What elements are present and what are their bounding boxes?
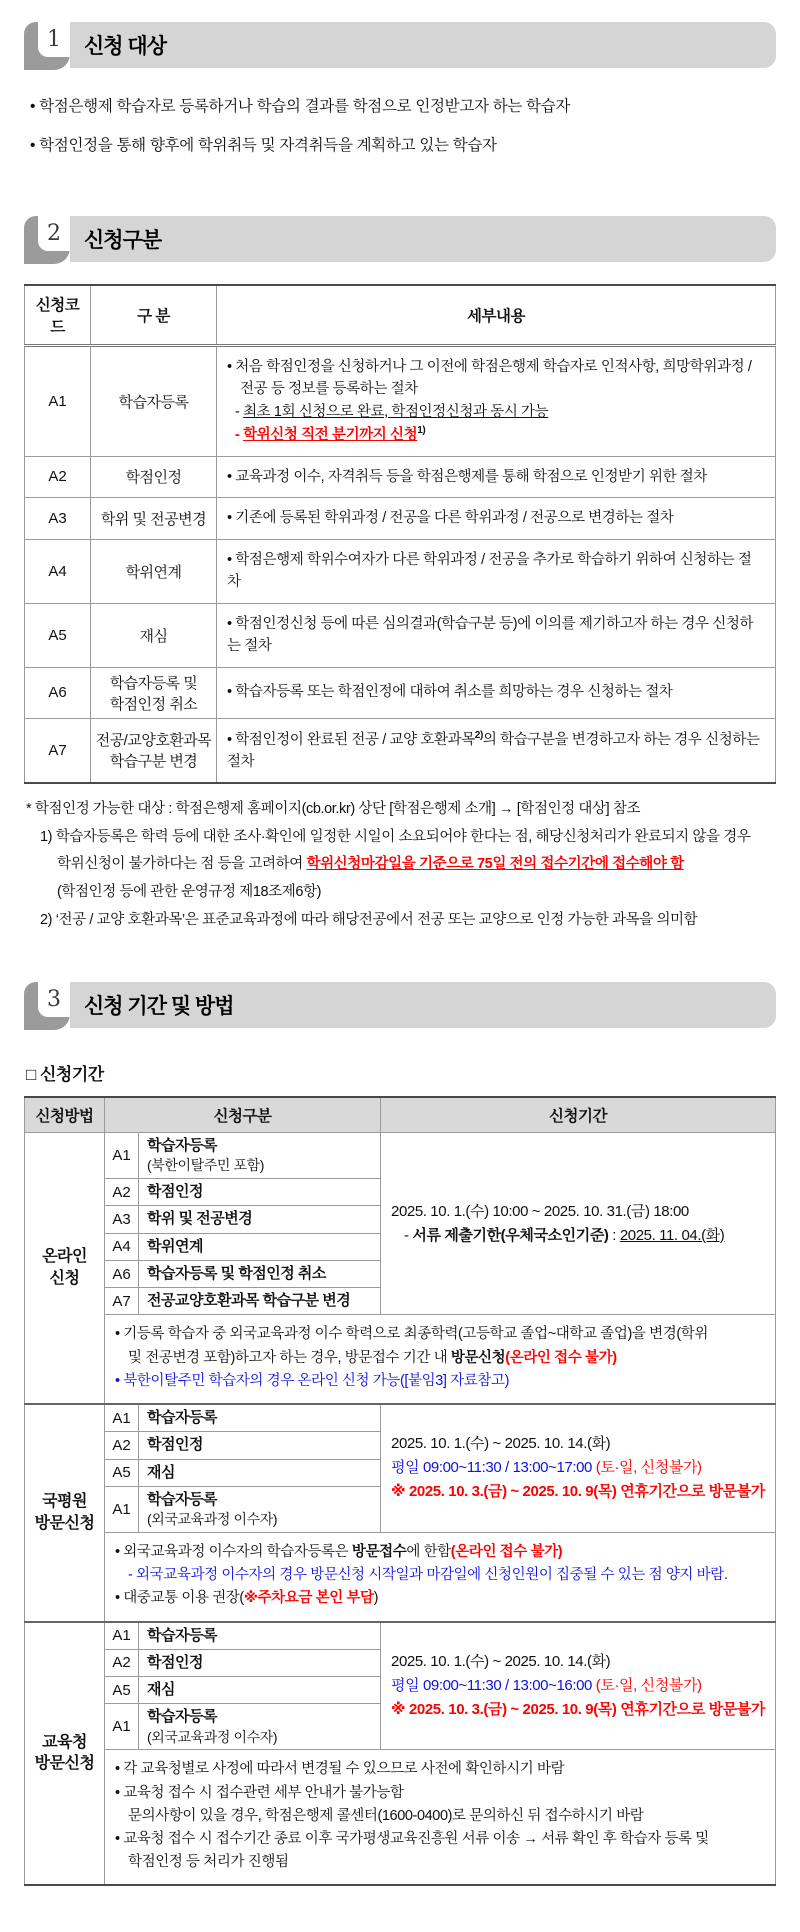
period-line: 2025. 10. 1.(수) ~ 2025. 10. 14.(화) xyxy=(391,1435,611,1453)
method-line: 온라인 xyxy=(42,1248,87,1266)
t2-note-row xyxy=(25,1315,776,1404)
category-line: 학습구분 변경 xyxy=(109,753,198,771)
category-cell xyxy=(139,1704,381,1750)
code-cell: A4 xyxy=(105,1233,139,1260)
method-cell xyxy=(25,1404,105,1621)
details-cell xyxy=(217,603,776,667)
category-line: 전공교양호환과목 학습구분 변경 xyxy=(147,1292,351,1310)
code-cell: A1 xyxy=(25,346,91,457)
category-line: 학습자등록 xyxy=(147,1626,217,1644)
t2-note-row xyxy=(25,1532,776,1621)
category-cell xyxy=(91,456,217,497)
application-period-subheading: □ 신청기간 xyxy=(26,1065,104,1085)
detail-line: • 기존에 등록된 학위과정 / 전공을 다른 학위과정 / 전공으로 변경하는 절차 xyxy=(227,510,674,527)
table2-header-category: 신청구분 xyxy=(105,1097,381,1133)
note-line: • 외국교육과정 이수자의 학습자등록은 방문접수에 한함(온라인 접수 불가) xyxy=(115,1543,563,1560)
method-line: 방문신청 xyxy=(34,1514,95,1532)
period-cell xyxy=(381,1404,776,1532)
period-line: 2025. 10. 1.(수) 10:00 ~ 2025. 10. 31.(금) 18:00 xyxy=(391,1202,689,1220)
category-cell xyxy=(139,1677,381,1704)
detail-line: • 처음 학점인정을 신청하거나 그 이전에 학점은행제 학습자로 인적사항, 희망학위과정 / xyxy=(227,359,752,375)
note-line: 및 전공변경 포함)하고자 하는 경우, 방문접수 기간 내 방문신청(온라인 접수 불가) xyxy=(128,1349,617,1366)
code-cell: A5 xyxy=(25,603,91,667)
t1-row xyxy=(25,718,776,783)
code-cell: A2 xyxy=(105,1432,139,1459)
note-cell xyxy=(105,1315,776,1404)
table1-header-details: 세부내용 xyxy=(217,285,776,346)
period-cell xyxy=(381,1622,776,1750)
note-line: • 북한이탈주민 학습자의 경우 온라인 신청 가능([붙임3] 자료참고) xyxy=(115,1372,510,1389)
section-1-bullets xyxy=(30,94,776,155)
details-cell xyxy=(217,346,776,457)
method-line: 교육청 xyxy=(42,1733,87,1751)
t2-row xyxy=(25,1404,776,1432)
note-cell xyxy=(105,1750,776,1885)
category-line: 학습자등록 xyxy=(147,1409,217,1427)
section-3-header xyxy=(24,982,776,1030)
note-cell xyxy=(105,1532,776,1621)
details-cell xyxy=(217,539,776,603)
code-cell: A1 xyxy=(105,1404,139,1432)
section-3-number-tab xyxy=(24,982,70,1030)
category-cell xyxy=(91,667,217,718)
code-cell: A2 xyxy=(105,1179,139,1206)
code-cell: A2 xyxy=(105,1649,139,1676)
category-cell xyxy=(91,539,217,603)
code-cell: A7 xyxy=(105,1288,139,1315)
detail-line: • 학습자등록 또는 학점인정에 대하여 취소를 희망하는 경우 신청하는 절차 xyxy=(227,684,673,701)
code-cell: A1 xyxy=(105,1704,139,1750)
bullet-item: • 학점인정을 통해 향후에 학위취득 및 자격취득을 계획하고 있는 학습자 xyxy=(30,137,497,154)
category-cell xyxy=(139,1260,381,1287)
table2-header-method: 신청방법 xyxy=(25,1097,105,1133)
category-cell xyxy=(139,1404,381,1432)
method-line: 방문신청 xyxy=(34,1755,95,1773)
period-line: ※ 2025. 10. 3.(금) ~ 2025. 10. 9(목) 연휴기간으로 방문불가 xyxy=(391,1483,765,1501)
method-line: 신청 xyxy=(49,1270,80,1288)
code-cell: A6 xyxy=(25,667,91,718)
category-line: 학위연계 xyxy=(147,1237,203,1255)
section-2-title: 신청구분 xyxy=(70,216,776,262)
detail-line: • 교육과정 이수, 자격취득 등을 학점은행제를 통해 학점으로 인정받기 위한 절차 xyxy=(227,468,708,485)
t1-row xyxy=(25,603,776,667)
period-line: 2025. 10. 1.(수) ~ 2025. 10. 14.(화) xyxy=(391,1652,611,1670)
note-line: • 교육청 접수 시 접수관련 세부 안내가 불가능함 xyxy=(115,1784,404,1801)
category-line: 학습자등록 및 학점인정 취소 xyxy=(147,1264,326,1282)
period-line: 평일 09:00~11:30 / 13:00~17:00 (토·일, 신청불가) xyxy=(391,1459,702,1477)
category-line: 학점인정 취소 xyxy=(109,695,198,713)
category-subline: (북한이탈주민 포함) xyxy=(147,1157,265,1174)
detail-line: 전공 등 정보를 등록하는 절차 xyxy=(240,381,418,398)
category-line: 재심 xyxy=(147,1681,175,1698)
code-cell: A3 xyxy=(105,1206,139,1233)
t1-row xyxy=(25,346,776,457)
code-cell: A1 xyxy=(105,1486,139,1532)
category-line: 전공/교양호환과목 xyxy=(95,732,212,750)
detail-line: - 학위신청 직전 분기까지 신청$^{1)}$ xyxy=(235,425,426,444)
section-1-number: 1 xyxy=(38,22,70,57)
section-1-number-tab xyxy=(24,22,70,70)
method-line: 국평원 xyxy=(42,1493,87,1511)
period-cell xyxy=(381,1133,776,1315)
section-1-header xyxy=(24,22,776,70)
category-line: 재심 xyxy=(147,1463,175,1481)
category-cell xyxy=(139,1233,381,1260)
section-2-number-tab xyxy=(24,216,70,264)
category-line: 재심 xyxy=(139,627,168,645)
category-line: 학점인정 xyxy=(147,1653,203,1671)
category-cell xyxy=(139,1179,381,1206)
code-cell: A6 xyxy=(105,1260,139,1287)
footnotes xyxy=(26,800,776,930)
period-line: ※ 2025. 10. 3.(금) ~ 2025. 10. 9(목) 연휴기간으로 방문불가 xyxy=(391,1700,765,1718)
footnote-line: 2) ‘전공 / 교양 호환과목’은 표준교육과정에 따라 해당전공에서 전공 또는 교양으로 인정 가능한 과목을 의미함 xyxy=(40,911,698,928)
footnote-line: 1) 학습자등록은 학력 등에 대한 조사·확인에 일정한 시일이 소요되어야 한다는 점, 해당신청처리가 완료되지 않을 경우 xyxy=(40,828,751,845)
details-cell xyxy=(217,667,776,718)
detail-line: • 학점인정신청 등에 따른 심의결과(학습구분 등)에 이의를 제기하고자 하는 경우 신청하는 절차 xyxy=(227,615,754,655)
code-cell: A1 xyxy=(105,1133,139,1179)
t2-note-row xyxy=(25,1750,776,1885)
category-line: 학습자등록 xyxy=(118,393,189,411)
code-cell: A7 xyxy=(25,718,91,783)
method-cell xyxy=(25,1133,105,1404)
t1-row xyxy=(25,667,776,718)
method-cell xyxy=(25,1622,105,1886)
section-1-title: 신청 대상 xyxy=(70,22,776,68)
category-line: 학습자등록 및 xyxy=(109,674,198,692)
detail-line: • 학점인정이 완료된 전공 / 교양 호환과목$^{2)}$의 학습구분을 변경하고자 하는 경우 신청하는 절차 xyxy=(227,729,760,770)
category-line: 학점인정 xyxy=(147,1183,203,1201)
code-cell: A1 xyxy=(105,1622,139,1650)
section-3-number: 3 xyxy=(38,982,70,1017)
detail-line: - 최초 1회 신청으로 완료, 학점인정신청과 동시 가능 xyxy=(235,403,549,420)
details-cell xyxy=(217,456,776,497)
table1-header-row xyxy=(25,285,776,346)
category-cell xyxy=(139,1459,381,1486)
t1-row xyxy=(25,498,776,539)
code-cell: A4 xyxy=(25,539,91,603)
note-line: • 기등록 학습자 중 외국교육과정 이수 학력으로 최종학력(고등학교 졸업~대학교 졸업)을 변경(학위 xyxy=(115,1326,708,1343)
category-line: 학위연계 xyxy=(125,563,182,581)
period-line: 평일 09:00~11:30 / 13:00~16:00 (토·일, 신청불가) xyxy=(391,1676,702,1694)
t1-row xyxy=(25,456,776,497)
category-line: 학위 및 전공변경 xyxy=(147,1210,253,1228)
category-cell xyxy=(139,1288,381,1315)
category-line: 학습자등록 xyxy=(147,1137,217,1155)
category-line: 학점인정 xyxy=(147,1436,203,1454)
footnote-line: 학위신청이 불가하다는 점 등을 고려하여 학위신청마감일을 기준으로 75일 전의 접수기간에 접수해야 함 xyxy=(57,856,684,873)
category-subline: (외국교육과정 이수자) xyxy=(147,1728,278,1745)
category-cell xyxy=(139,1432,381,1459)
section-2-header xyxy=(24,216,776,264)
period-line: - 서류 제출기한(우체국소인기준) : 2025. 11. 04.(화) xyxy=(404,1226,725,1244)
schedule-table xyxy=(24,1096,776,1886)
category-cell xyxy=(139,1649,381,1676)
note-line: 문의사항이 있을 경우, 학점은행제 콜센터(1600-0400)로 문의하신 뒤 접수하시기 바람 xyxy=(128,1807,644,1824)
section-3-title: 신청 기간 및 방법 xyxy=(70,982,776,1028)
t2-row xyxy=(25,1622,776,1650)
table1-header-category: 구 분 xyxy=(91,285,217,346)
code-cell: A3 xyxy=(25,498,91,539)
category-cell xyxy=(139,1486,381,1532)
code-cell: A5 xyxy=(105,1677,139,1704)
code-cell: A5 xyxy=(105,1459,139,1486)
category-cell xyxy=(91,498,217,539)
note-line: - 외국교육과정 이수자의 경우 방문신청 시작일과 마감일에 신청인원이 집중될 수 있는 점 양지 바람. xyxy=(128,1567,728,1584)
category-subline: (외국교육과정 이수자) xyxy=(147,1511,278,1528)
application-type-table xyxy=(24,284,776,784)
category-cell xyxy=(139,1206,381,1233)
table1-header-code: 신청코드 xyxy=(25,285,91,346)
category-line: 학습자등록 xyxy=(147,1708,217,1726)
t2-row xyxy=(25,1133,776,1179)
bullet-item: • 학점은행제 학습자로 등록하거나 학습의 결과를 학점으로 인정받고자 하는 학습자 xyxy=(30,98,571,115)
category-line: 학위 및 전공변경 xyxy=(100,510,207,528)
category-cell xyxy=(91,603,217,667)
footnote-line: * 학점인정 가능한 대상 : 학점은행제 홈페이지(cb.or.kr) 상단 [학점은행제 소개] → [학점인정 대상] 참조 xyxy=(26,801,641,818)
category-line: 학습자등록 xyxy=(147,1490,217,1508)
category-cell xyxy=(91,718,217,783)
note-line: • 교육청 접수 시 접수기간 종료 이후 국가평생교육진흥원 서류 이송 → 서류 확인 후 학습자 등록 및 xyxy=(115,1830,709,1847)
category-cell xyxy=(139,1133,381,1179)
code-cell: A2 xyxy=(25,456,91,497)
footnote-line: (학점인정 등에 관한 운영규정 제18조제6항) xyxy=(57,883,322,900)
details-cell xyxy=(217,718,776,783)
detail-line: • 학점은행제 학위수여자가 다른 학위과정 / 전공을 추가로 학습하기 위하여 신청하는 절차 xyxy=(227,551,752,591)
table2-header-row xyxy=(25,1097,776,1133)
category-cell xyxy=(91,346,217,457)
table2-header-period: 신청기간 xyxy=(381,1097,776,1133)
note-line: • 대중교통 이용 권장(※주차요금 본인 부담) xyxy=(115,1590,379,1607)
note-line: 학점인정 등 처리가 진행됨 xyxy=(128,1854,289,1871)
category-cell xyxy=(139,1622,381,1650)
details-cell xyxy=(217,498,776,539)
note-line: • 각 교육청별로 사정에 따라서 변경될 수 있으므로 사전에 확인하시기 바람 xyxy=(115,1761,565,1778)
category-line: 학점인정 xyxy=(125,469,182,487)
section-2-number: 2 xyxy=(38,216,70,251)
t1-row xyxy=(25,539,776,603)
